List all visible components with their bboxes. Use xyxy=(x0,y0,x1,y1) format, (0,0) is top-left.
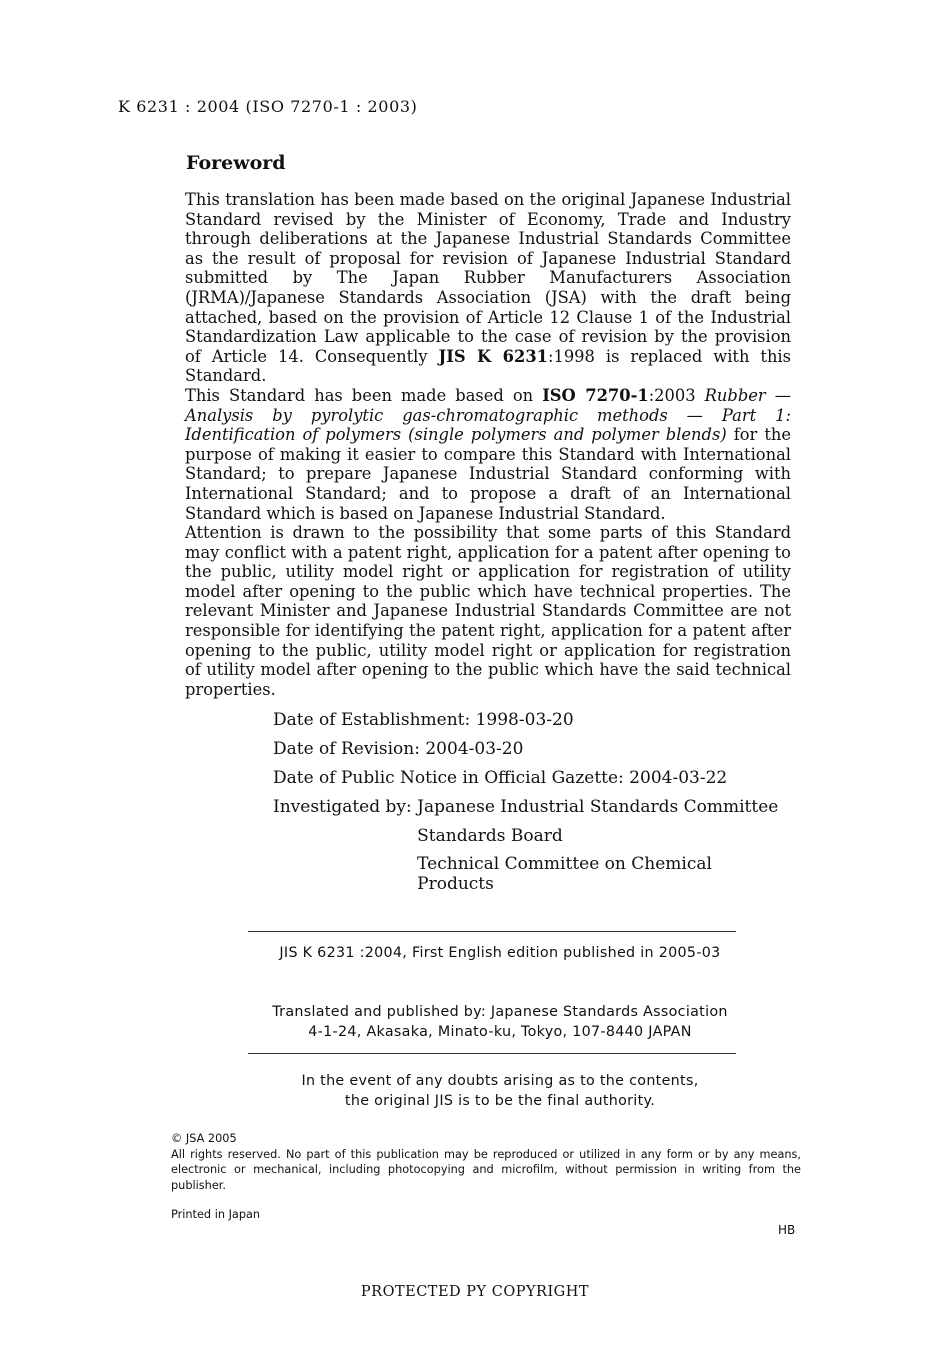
hb-mark: HB xyxy=(778,1223,796,1237)
edition-line: JIS K 6231 :2004, First English edition published in 2005-03 xyxy=(279,945,721,961)
authority-note: In the event of any doubts arising as to the contents, the original JIS is to be the final authority. xyxy=(301,1073,699,1109)
investigator: Japanese Industrial Standards Committee xyxy=(417,797,779,817)
paragraph-patent: Attention is drawn to the possibility that some parts of this Standard may conflict with a patent right, application for a patent after opening to the public, utility model right or application for registration of utility model after opening to the public which have technical properties. The relevant Minister and Japanese Industrial Standards Committee are not responsible for identifying the patent right, application for a patent after opening to the public, utility model right or application for registration of utility model after opening to the public which have the said technical properties. xyxy=(185,523,791,699)
footer-watermark: PROTECTED PY COPYRIGHT xyxy=(360,1284,590,1300)
divider xyxy=(248,1053,736,1054)
paragraph-basis: This Standard has been made based on ISO 7270-1:2003 Rubber — Analysis by pyrolytic gas-chromatographic methods — Part 1: Identification of polymers (single polymers and polymer blends) for the purpose of making it easier to compare this Standard with International Standard; to prepare Japanese Industrial Standard conforming with International Standard; and to propose a draft of an International Standard which is based on Japanese Industrial Standard. xyxy=(185,385,791,523)
date-public-notice: Date of Public Notice in Official Gazette: 2004-03-22 xyxy=(273,768,728,788)
document-header: K 6231 : 2004 (ISO 7270-1 : 2003) xyxy=(118,97,418,116)
printed-in: Printed in Japan xyxy=(171,1208,261,1221)
publisher-address: 4-1-24, Akasaka, Minato-ku, Tokyo, 107-8440 JAPAN xyxy=(308,1024,692,1040)
dates-block xyxy=(273,709,778,900)
copyright-notice: © JSA 2005 xyxy=(171,1132,237,1145)
publisher-name: Translated and published by: Japanese Standards Association xyxy=(272,1004,728,1020)
divider xyxy=(248,931,736,932)
investigated-by xyxy=(273,796,778,900)
foreword-body xyxy=(185,190,791,699)
date-establishment: Date of Establishment: 1998-03-20 xyxy=(273,710,574,730)
investigator: Standards Board xyxy=(417,826,563,846)
paragraph-translation: This translation has been made based on the original Japanese Industrial Standard revised by the Minister of Economy, Trade and Industry through deliberations at the Japanese Industrial Standards Committee as the result of proposal for revision of Japanese Industrial Standard submitted by The Japan Rubber Manufacturers Association (JRMA)/Japanese Standards Association (JSA) with the draft being attached, based on the provision of Article 12 Clause 1 of the Industrial Standardization Law applicable to the case of revision by the provision of Article 14. Consequently JIS K 6231:1998 is replaced with this Standard. xyxy=(185,190,791,386)
copyright-block xyxy=(171,1131,801,1193)
section-title: Foreword xyxy=(186,152,286,174)
rights-notice: All rights reserved. No part of this publication may be reproduced or utilized in any form or by any means, electronic or mechanical, including photocopying and microfilm, without permission in writing from the publisher. xyxy=(171,1147,801,1192)
date-revision: Date of Revision: 2004-03-20 xyxy=(273,739,524,759)
investigated-label: Investigated by: xyxy=(273,797,418,817)
investigator: Technical Committee on Chemical Products xyxy=(417,854,712,894)
publisher-block xyxy=(160,1002,840,1042)
